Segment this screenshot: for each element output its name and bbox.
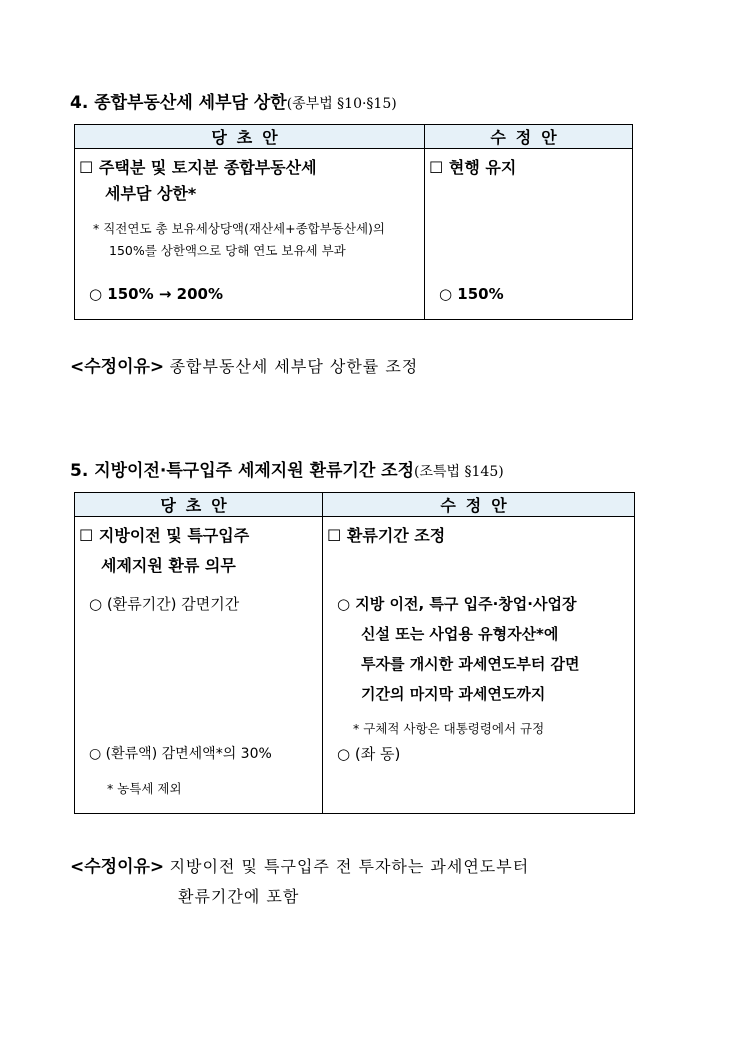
s4-note1: * 직전연도 총 보유세상당액(재산세+종합부동산세)의 bbox=[93, 221, 385, 236]
s5-left-item1: ☐ 지방이전 및 특구입주 bbox=[79, 526, 250, 545]
section-4-title-text: 4. 종합부동산세 세부담 상한 bbox=[70, 93, 287, 113]
section-4-title bbox=[70, 88, 397, 113]
s4-left-item1: ☐ 주택분 및 토지분 종합부동산세 bbox=[79, 158, 317, 177]
section-5-reason bbox=[70, 852, 529, 877]
s5-header-left: 당초안 bbox=[75, 493, 323, 517]
s4-left-item2: 세부담 상한* bbox=[105, 184, 197, 203]
s5-reason-text1: 지방이전 및 특구입주 전 투자하는 과세연도부터 bbox=[169, 857, 530, 876]
s5-right-sub5: ○ (좌 동) bbox=[337, 745, 401, 763]
s4-right-value: ○ 150% bbox=[439, 285, 504, 303]
s5-right-item: ☐ 환류기간 조정 bbox=[327, 526, 446, 545]
s4-header-right: 수정안 bbox=[425, 125, 633, 149]
s5-right-sub1: ○ 지방 이전, 특구 입주·창업·사업장 bbox=[337, 595, 577, 613]
section-5-law: (조특법 §145) bbox=[414, 464, 504, 480]
s4-right-item: ☐ 현행 유지 bbox=[429, 158, 517, 177]
s4-right-cell bbox=[425, 149, 633, 320]
s5-right-sub4: 기간의 마지막 과세연도까지 bbox=[361, 685, 546, 703]
s5-left-item2: 세제지원 환류 의무 bbox=[101, 556, 236, 575]
s5-right-sub2: 신설 또는 사업용 유형자산*에 bbox=[361, 625, 559, 643]
s5-right-sub3: 투자를 개시한 과세연도부터 감면 bbox=[361, 655, 580, 673]
section-5-table bbox=[74, 492, 635, 814]
section-5-title bbox=[70, 456, 504, 481]
s5-reason-text2: 환류기간에 포함 bbox=[178, 887, 300, 906]
s4-note2: 150%를 상한액으로 당해 연도 보유세 부과 bbox=[109, 243, 346, 258]
s4-left-cell bbox=[75, 149, 425, 320]
section-4-table bbox=[74, 124, 633, 320]
section-5-reason-cont bbox=[178, 884, 299, 907]
s4-reason-label: <수정이유> bbox=[70, 357, 165, 377]
s5-left-cell bbox=[75, 517, 323, 814]
s4-header-left: 당초안 bbox=[75, 125, 425, 149]
s5-reason-label: <수정이유> bbox=[70, 857, 165, 877]
s5-left-note: * 농특세 제외 bbox=[107, 781, 182, 796]
s4-left-value: ○ 150% → 200% bbox=[89, 285, 224, 303]
s5-right-cell bbox=[323, 517, 635, 814]
section-5-title-text: 5. 지방이전·특구입주 세제지원 환류기간 조정 bbox=[70, 461, 415, 481]
s5-header-right: 수정안 bbox=[323, 493, 635, 517]
section-4-law: (종부법 §10·§15) bbox=[286, 96, 397, 112]
s5-right-note: * 구체적 사항은 대통령령에서 규정 bbox=[353, 721, 545, 736]
s5-left-sub2: ○ (환류액) 감면세액*의 30% bbox=[89, 746, 272, 762]
section-4-reason bbox=[70, 352, 418, 377]
s4-reason-text: 종합부동산세 세부담 상한률 조정 bbox=[169, 357, 419, 376]
s5-left-sub1: ○ (환류기간) 감면기간 bbox=[89, 595, 240, 613]
